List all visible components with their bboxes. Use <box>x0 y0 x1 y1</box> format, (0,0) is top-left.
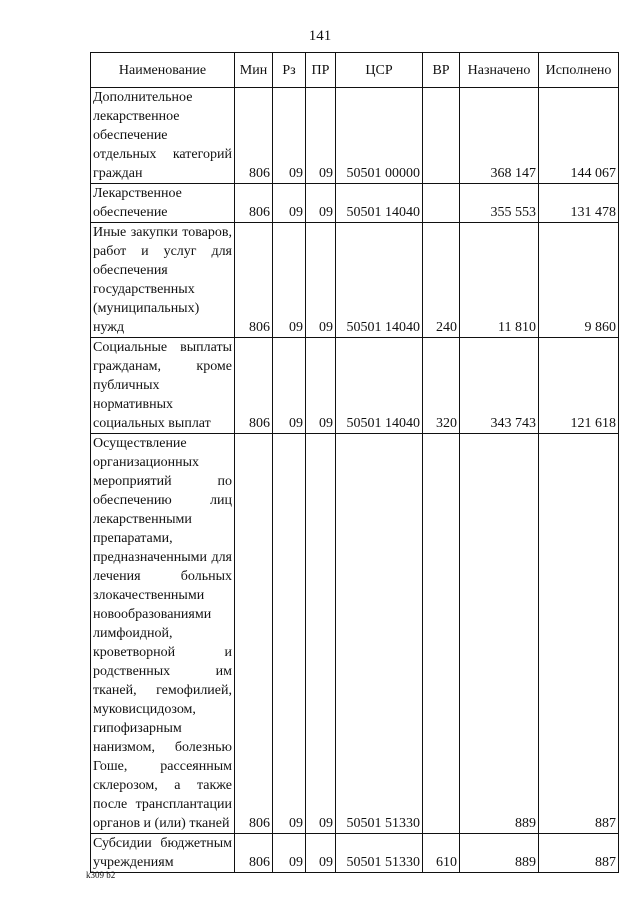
table-row <box>91 434 619 834</box>
row-executed: 887 <box>539 834 619 873</box>
row-rz: 09 <box>273 338 306 434</box>
row-executed: 887 <box>539 434 619 834</box>
header-executed: Исполнено <box>539 53 619 88</box>
row-min: 806 <box>235 338 273 434</box>
header-rz: Рз <box>273 53 306 88</box>
header-pr: ПР <box>306 53 336 88</box>
row-csr: 50501 00000 <box>336 88 423 184</box>
row-pr: 09 <box>306 338 336 434</box>
table-row <box>91 223 619 338</box>
header-csr: ЦСР <box>336 53 423 88</box>
row-csr: 50501 51330 <box>336 434 423 834</box>
row-name: Лекарственное обеспечение <box>91 184 235 223</box>
row-vr: 240 <box>423 223 460 338</box>
row-executed: 144 067 <box>539 88 619 184</box>
header-assigned: Назначено <box>460 53 539 88</box>
row-min: 806 <box>235 834 273 873</box>
budget-table <box>90 52 619 873</box>
row-pr: 09 <box>306 223 336 338</box>
row-assigned: 368 147 <box>460 88 539 184</box>
row-vr: 320 <box>423 338 460 434</box>
row-vr <box>423 88 460 184</box>
header-name: Наименование <box>91 53 235 88</box>
table-row <box>91 184 619 223</box>
row-vr: 610 <box>423 834 460 873</box>
row-executed: 9 860 <box>539 223 619 338</box>
row-name: Осуществление организационных мероприятий по обеспечению лиц лекарственными препаратами, предназначенными для лечения больных злокачественными новообразованиями лимфоидной, кроветворной и родственных им тканей, гемофилией, муковисцидозом, гипофизарным нанизмом, болезнью Гоше, рассеянным склерозом, а также после трансплантации органов и (или) тканей <box>91 434 235 834</box>
row-csr: 50501 14040 <box>336 184 423 223</box>
row-name: Иные закупки товаров, работ и услуг для обеспечения государственных (муниципальных) нужд <box>91 223 235 338</box>
row-min: 806 <box>235 223 273 338</box>
row-pr: 09 <box>306 88 336 184</box>
header-min: Мин <box>235 53 273 88</box>
row-rz: 09 <box>273 184 306 223</box>
row-assigned: 889 <box>460 434 539 834</box>
table-row <box>91 88 619 184</box>
header-vr: ВР <box>423 53 460 88</box>
row-pr: 09 <box>306 184 336 223</box>
footer-code: k309 b2 <box>86 870 116 880</box>
row-min: 806 <box>235 88 273 184</box>
row-name: Субсидии бюджетным учреждениям <box>91 834 235 873</box>
row-rz: 09 <box>273 834 306 873</box>
row-rz: 09 <box>273 223 306 338</box>
row-min: 806 <box>235 434 273 834</box>
row-name: Дополнительное лекарственное обеспечение отдельных категорий граждан <box>91 88 235 184</box>
row-assigned: 355 553 <box>460 184 539 223</box>
row-csr: 50501 14040 <box>336 338 423 434</box>
row-name: Социальные выплаты гражданам, кроме публичных нормативных социальных выплат <box>91 338 235 434</box>
row-csr: 50501 14040 <box>336 223 423 338</box>
row-pr: 09 <box>306 834 336 873</box>
row-rz: 09 <box>273 434 306 834</box>
row-csr: 50501 51330 <box>336 834 423 873</box>
row-executed: 131 478 <box>539 184 619 223</box>
table-row <box>91 834 619 873</box>
row-executed: 121 618 <box>539 338 619 434</box>
row-assigned: 889 <box>460 834 539 873</box>
table-header-row <box>91 53 619 88</box>
row-pr: 09 <box>306 434 336 834</box>
row-vr <box>423 184 460 223</box>
row-assigned: 343 743 <box>460 338 539 434</box>
row-min: 806 <box>235 184 273 223</box>
row-assigned: 11 810 <box>460 223 539 338</box>
page-number: 141 <box>308 28 332 44</box>
table-row <box>91 338 619 434</box>
row-vr <box>423 434 460 834</box>
row-rz: 09 <box>273 88 306 184</box>
